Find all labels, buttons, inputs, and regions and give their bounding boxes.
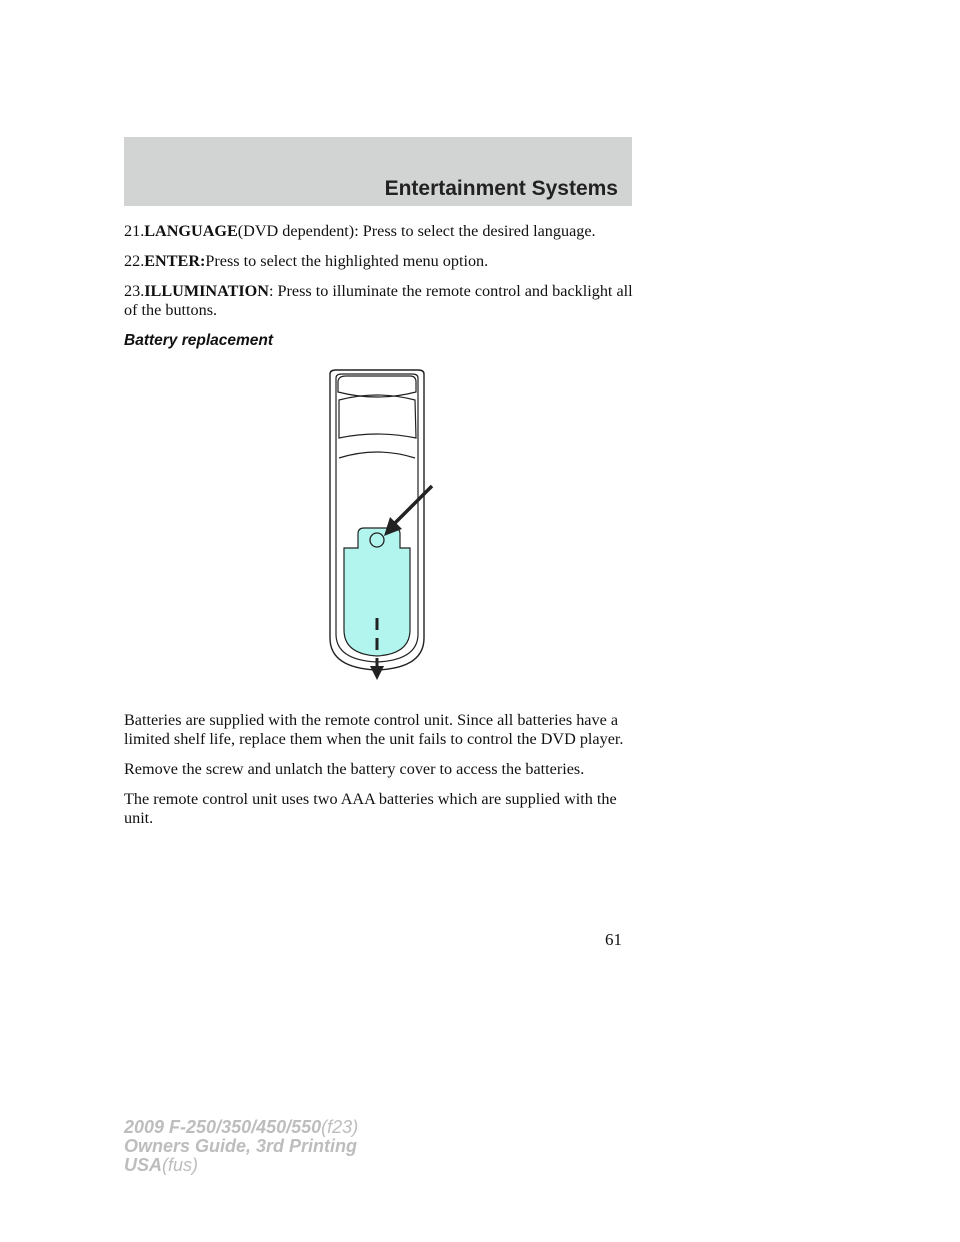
item-text: Press to select the highlighted menu option.: [205, 252, 489, 270]
item-text: (DVD dependent): Press to select the desired language.: [237, 222, 596, 240]
footer-region: USA: [124, 1155, 163, 1175]
page-number: 61: [605, 930, 622, 949]
footer-code: (f23): [321, 1117, 359, 1137]
paragraph: Batteries are supplied with the remote control unit. Since all batteries have a limited shelf life, replace them when the unit fails to control the DVD player.: [124, 711, 624, 748]
item-number: 22.: [124, 252, 145, 270]
paragraph: The remote control unit uses two AAA batteries which are supplied with the unit.: [124, 790, 617, 827]
remote-control-figure: [300, 368, 460, 688]
down-arrow-icon: [370, 666, 384, 680]
remote-control-battery-cover-illustration: [300, 368, 460, 688]
footer-line-2: Owners Guide, 3rd Printing: [124, 1136, 358, 1156]
footer: [124, 1118, 358, 1175]
item-number: 21.: [124, 222, 145, 240]
item-label: ENTER:: [144, 252, 206, 270]
list-item-21: [124, 222, 634, 241]
screw-icon: [370, 533, 384, 547]
subheading: Battery replacement: [124, 332, 274, 349]
item-label: ILLUMINATION: [144, 282, 269, 300]
item-number: 23.: [124, 282, 145, 300]
footer-line-3: [124, 1156, 358, 1175]
footer-region-code: (fus): [162, 1155, 199, 1175]
section-title: Entertainment Systems: [384, 177, 618, 200]
list-item-22: [124, 252, 634, 271]
list-item-23: [124, 282, 634, 320]
footer-line-1: [124, 1118, 358, 1137]
item-text: : Press to illuminate the remote control and backlight all of the buttons.: [124, 282, 633, 319]
paragraph: Remove the screw and unlatch the battery cover to access the batteries.: [124, 760, 585, 778]
battery-instructions: [124, 711, 634, 839]
footer-model: 2009 F-250/350/450/550: [124, 1117, 322, 1137]
item-label: LANGUAGE: [144, 222, 238, 240]
header-band: [124, 137, 632, 206]
content: [124, 222, 634, 360]
